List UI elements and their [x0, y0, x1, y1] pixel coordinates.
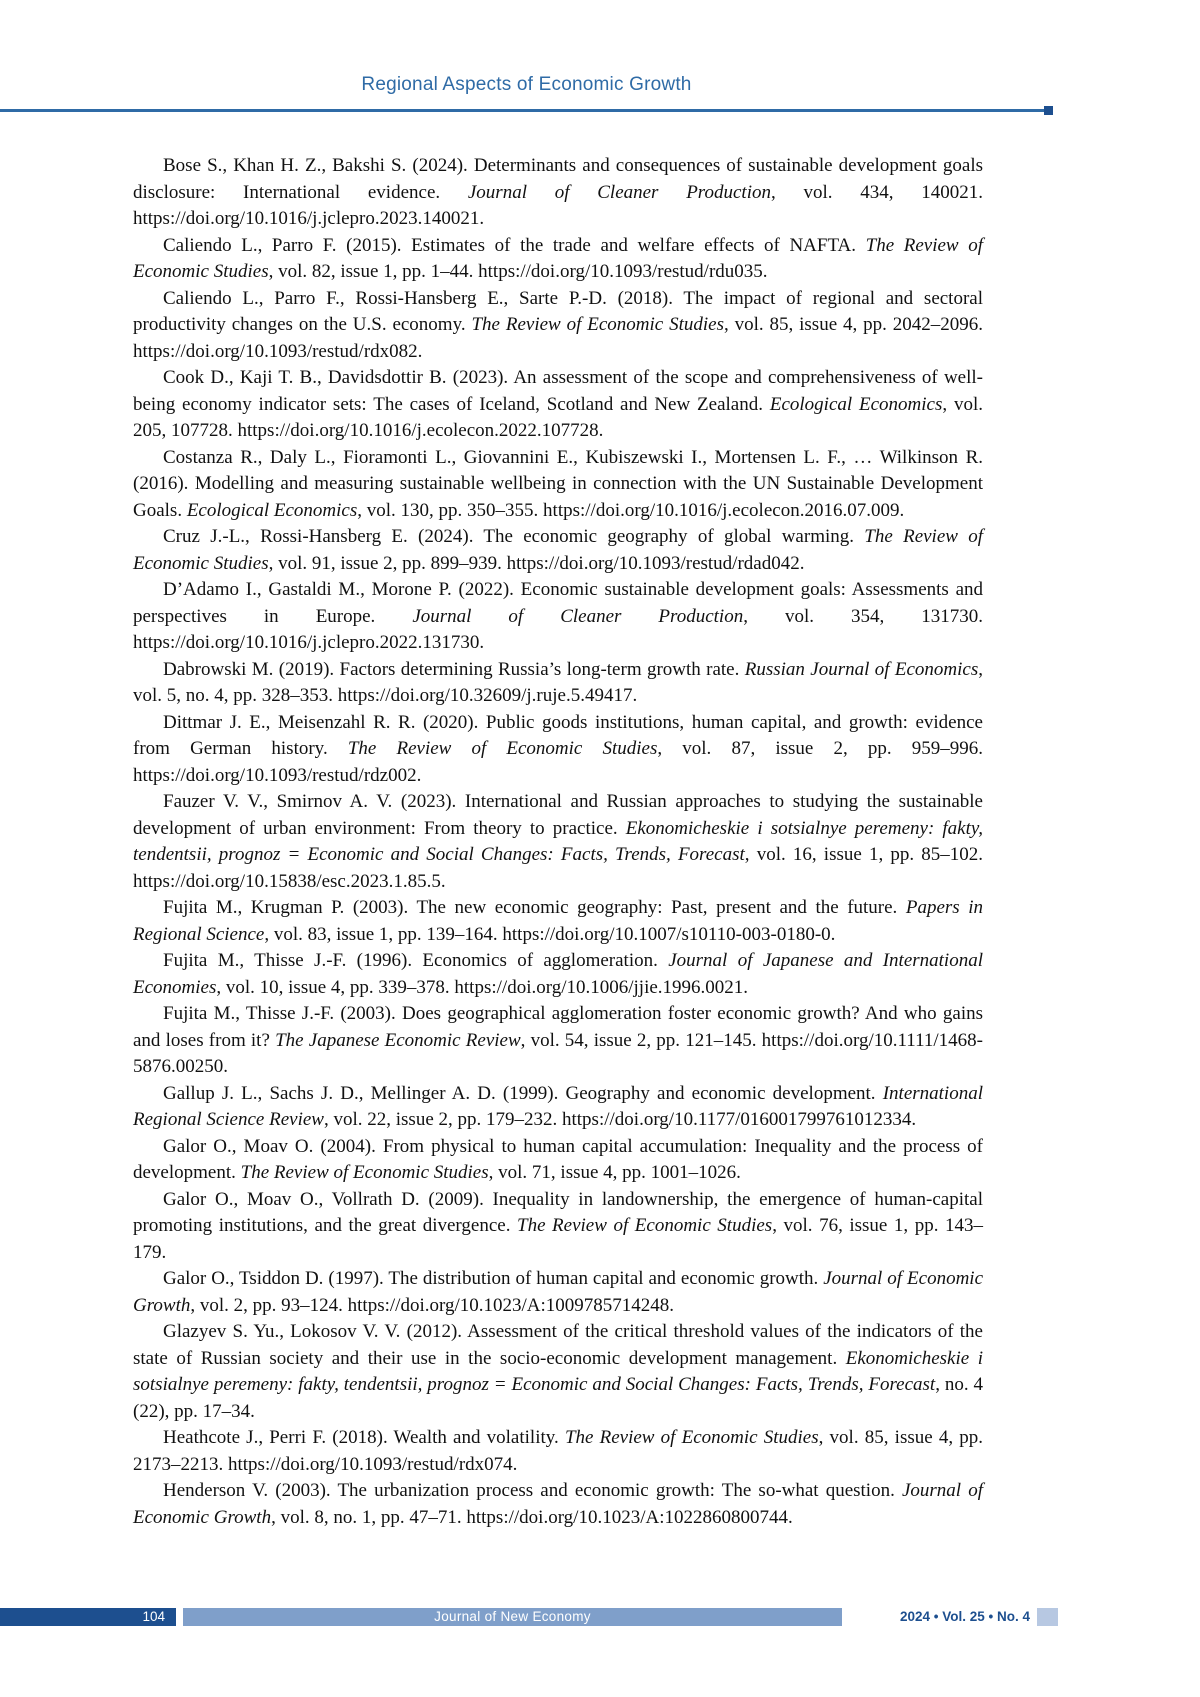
- header-rule: [0, 109, 1053, 112]
- reference-item: [133, 445, 983, 525]
- reference-text: Glazyev S. Yu., Lokosov V. V. (2012). Assessment of the critical threshold values of the indicators of the state of Russian society and their use in the socio-economic development management.: [133, 1321, 983, 1369]
- reference-text: , no. 4 (22), pp. 17–34.: [133, 1374, 983, 1422]
- reference-text: Dabrowski M. (2019). Factors determining Russia’s long-term growth rate.: [163, 658, 745, 680]
- reference-item: [133, 233, 983, 286]
- reference-item: [133, 365, 983, 445]
- reference-item: [133, 1187, 983, 1267]
- running-head-title: Regional Aspects of Economic Growth: [361, 74, 692, 95]
- reference-text: , vol. 354, 131730. https://doi.org/10.1016/j.jclepro.2022.131730.: [133, 605, 983, 653]
- reference-text: , vol. 16, issue 1, pp. 85–102. https://doi.org/10.15838/esc.2023.1.85.5.: [133, 844, 984, 892]
- reference-text: Dittmar J. E., Meisenzahl R. R. (2020). Public goods institutions, human capital, and growth: evidence from German history.: [133, 711, 983, 759]
- reference-text: Cruz J.-L., Rossi-Hansberg E. (2024). The economic geography of global warming.: [163, 526, 865, 547]
- reference-text: Galor O., Tsiddon D. (1997). The distribution of human capital and economic growth.: [163, 1268, 824, 1289]
- reference-text: , vol. 71, issue 4, pp. 1001–1026.: [488, 1162, 741, 1183]
- reference-text: Costanza R., Daly L., Fioramonti L., Giovannini E., Kubiszewski I., Mortensen L. F., … Wilkinson R. (2016). Modelling and measuring sustainable wellbeing in connection with the UN Sustainable Development Goals.: [133, 446, 983, 521]
- reference-text: Caliendo L., Parro F. (2015). Estimates of the trade and welfare effects of NAFTA.: [163, 234, 866, 256]
- reference-item: [133, 789, 983, 895]
- page-footer: [0, 1608, 1200, 1626]
- reference-source-title: Ecological Economics: [769, 393, 943, 415]
- reference-item: [133, 1319, 983, 1425]
- reference-text: Caliendo L., Parro F., Rossi-Hansberg E., Sarte P.-D. (2018). The impact of regional and sectoral productivity changes on the U.S. economy.: [133, 287, 983, 335]
- reference-source-title: The Review of Economic Studies: [133, 526, 984, 574]
- reference-text: Cook D., Kaji T. B., Davidsdottir B. (2023). An assessment of the scope and comprehensiveness of well-being economy indicator sets: The cases of Iceland, Scotland and New Zealand.: [133, 367, 983, 415]
- reference-source-title: Ecological Economics: [186, 499, 358, 521]
- reference-item: [133, 710, 983, 790]
- reference-item: [133, 1134, 983, 1187]
- reference-text: , vol. 22, issue 2, pp. 179–232. https://doi.org/10.1177/016001799761012334.: [323, 1109, 917, 1130]
- reference-text: Galor O., Moav O. (2004). From physical to human capital accumulation: Inequality and the process of development.: [133, 1135, 983, 1183]
- reference-source-title: Ekonomicheskie i sotsialnye peremeny: fakty, tendentsii, prognoz = Economic and Social Changes: Facts, Trends, Forecast: [133, 817, 984, 865]
- reference-item: [133, 1478, 983, 1531]
- reference-text: Fauzer V. V., Smirnov A. V. (2023). International and Russian approaches to studying the sustainable development of urban environment: From theory to practice.: [133, 791, 983, 839]
- reference-text: Gallup J. L., Sachs J. D., Mellinger A. D. (1999). Geography and economic development.: [163, 1082, 883, 1104]
- references-list: [133, 153, 983, 1531]
- reference-text: Henderson V. (2003). The urbanization process and economic growth: The so-what question.: [163, 1480, 902, 1501]
- reference-text: , vol. 8, no. 1, pp. 47–71. https://doi.org/10.1023/A:1022860800744.: [271, 1506, 793, 1528]
- reference-source-title: The Japanese Economic Review: [275, 1029, 521, 1051]
- reference-text: D’Adamo I., Gastaldi M., Morone P. (2022). Economic sustainable development goals: Assessments and perspectives in Europe.: [133, 579, 983, 627]
- reference-text: Fujita M., Krugman P. (2003). The new economic geography: Past, present and the future.: [163, 897, 906, 918]
- reference-text: , vol. 76, issue 1, pp. 143–179.: [133, 1215, 984, 1263]
- reference-source-title: The Review of Economic Studies: [517, 1215, 773, 1236]
- reference-source-title: The Review of Economic Studies: [133, 234, 983, 282]
- reference-item: [133, 286, 983, 366]
- footer-corner-square-icon: [1037, 1608, 1058, 1626]
- reference-item: [133, 1425, 983, 1478]
- reference-text: , vol. 87, issue 2, pp. 959–996. https://doi.org/10.1093/restud/rdz002.: [133, 738, 983, 786]
- issue-info: 2024 • Vol. 25 • No. 4: [899, 1609, 1030, 1624]
- page-number-badge: 104: [0, 1608, 176, 1626]
- reference-source-title: The Review of Economic Studies: [471, 314, 724, 335]
- reference-text: , vol. 205, 107728. https://doi.org/10.1016/j.ecolecon.2022.107728.: [133, 393, 984, 441]
- reference-text: , vol. 10, issue 4, pp. 339–378. https://doi.org/10.1006/jjie.1996.0021.: [216, 976, 749, 998]
- reference-item: [133, 524, 983, 577]
- reference-source-title: The Review of Economic Studies: [240, 1162, 489, 1183]
- reference-item: [133, 948, 983, 1001]
- reference-source-title: International Regional Science Review: [133, 1082, 983, 1130]
- reference-source-title: Journal of Cleaner Production: [412, 605, 744, 627]
- reference-text: Heathcote J., Perri F. (2018). Wealth and volatility.: [163, 1427, 565, 1448]
- reference-text: , vol. 83, issue 1, pp. 139–164. https://doi.org/10.1007/s10110-003-0180-0.: [264, 923, 836, 945]
- reference-source-title: Russian Journal of Economics: [744, 658, 979, 680]
- reference-text: , vol. 434, 140021. https://doi.org/10.1016/j.jclepro.2023.140021.: [133, 181, 983, 229]
- reference-item: [133, 153, 983, 233]
- reference-source-title: Journal of Cleaner Production: [467, 181, 771, 203]
- reference-item: [133, 1266, 983, 1319]
- reference-text: , vol. 54, issue 2, pp. 121–145. https://doi.org/10.1111/1468-5876.00250.: [133, 1029, 983, 1077]
- reference-text: , vol. 2, pp. 93–124. https://doi.org/10.1023/A:1009785714248.: [190, 1294, 675, 1316]
- reference-item: [133, 657, 983, 710]
- reference-text: Bose S., Khan H. Z., Bakshi S. (2024). Determinants and consequences of sustainable development goals disclosure: International evidence.: [133, 155, 983, 203]
- journal-name-bar: Journal of New Economy: [183, 1608, 842, 1626]
- reference-text: Fujita M., Thisse J.-F. (2003). Does geographical agglomeration foster economic growth? And who gains and loses from it?: [133, 1003, 983, 1051]
- reference-source-title: The Review of Economic Studies: [564, 1427, 819, 1448]
- reference-item: [133, 895, 983, 948]
- reference-text: Galor O., Moav O., Vollrath D. (2009). Inequality in landownership, the emergence of human-capital promoting institutions, and the great divergence.: [133, 1188, 983, 1236]
- reference-item: [133, 1001, 983, 1081]
- reference-text: , vol. 130, pp. 350–355. https://doi.org/10.1016/j.ecolecon.2016.07.009.: [357, 499, 905, 521]
- reference-text: , vol. 85, issue 4, pp. 2042–2096. https://doi.org/10.1093/restud/rdx082.: [133, 314, 984, 362]
- reference-source-title: Journal of Japanese and International Economies: [133, 950, 983, 998]
- reference-text: , vol. 82, issue 1, pp. 1–44. https://doi.org/10.1093/restud/rdu035.: [268, 261, 768, 282]
- reference-source-title: Journal of Economic Growth: [133, 1268, 983, 1316]
- reference-source-title: Ekonomicheskie i sotsialnye peremeny: fakty, tendentsii, prognoz = Economic and Social Changes: Facts, Trends, Forecast: [133, 1347, 983, 1395]
- reference-source-title: Papers in Regional Science: [133, 897, 984, 945]
- reference-text: Fujita M., Thisse J.-F. (1996). Economics of agglomeration.: [163, 950, 669, 971]
- header-rule-end-square-icon: [1044, 106, 1053, 115]
- reference-item: [133, 1081, 983, 1134]
- reference-text: , vol. 91, issue 2, pp. 899–939. https://doi.org/10.1093/restud/rdad042.: [268, 552, 805, 574]
- reference-source-title: Journal of Economic Growth: [133, 1480, 983, 1528]
- reference-text: , vol. 85, issue 4, pp. 2173–2213. https://doi.org/10.1093/restud/rdx074.: [133, 1427, 983, 1475]
- reference-item: [133, 577, 983, 657]
- reference-text: , vol. 5, no. 4, pp. 328–353. https://doi.org/10.32609/j.ruje.5.49417.: [133, 658, 983, 706]
- reference-source-title: The Review of Economic Studies: [347, 738, 658, 759]
